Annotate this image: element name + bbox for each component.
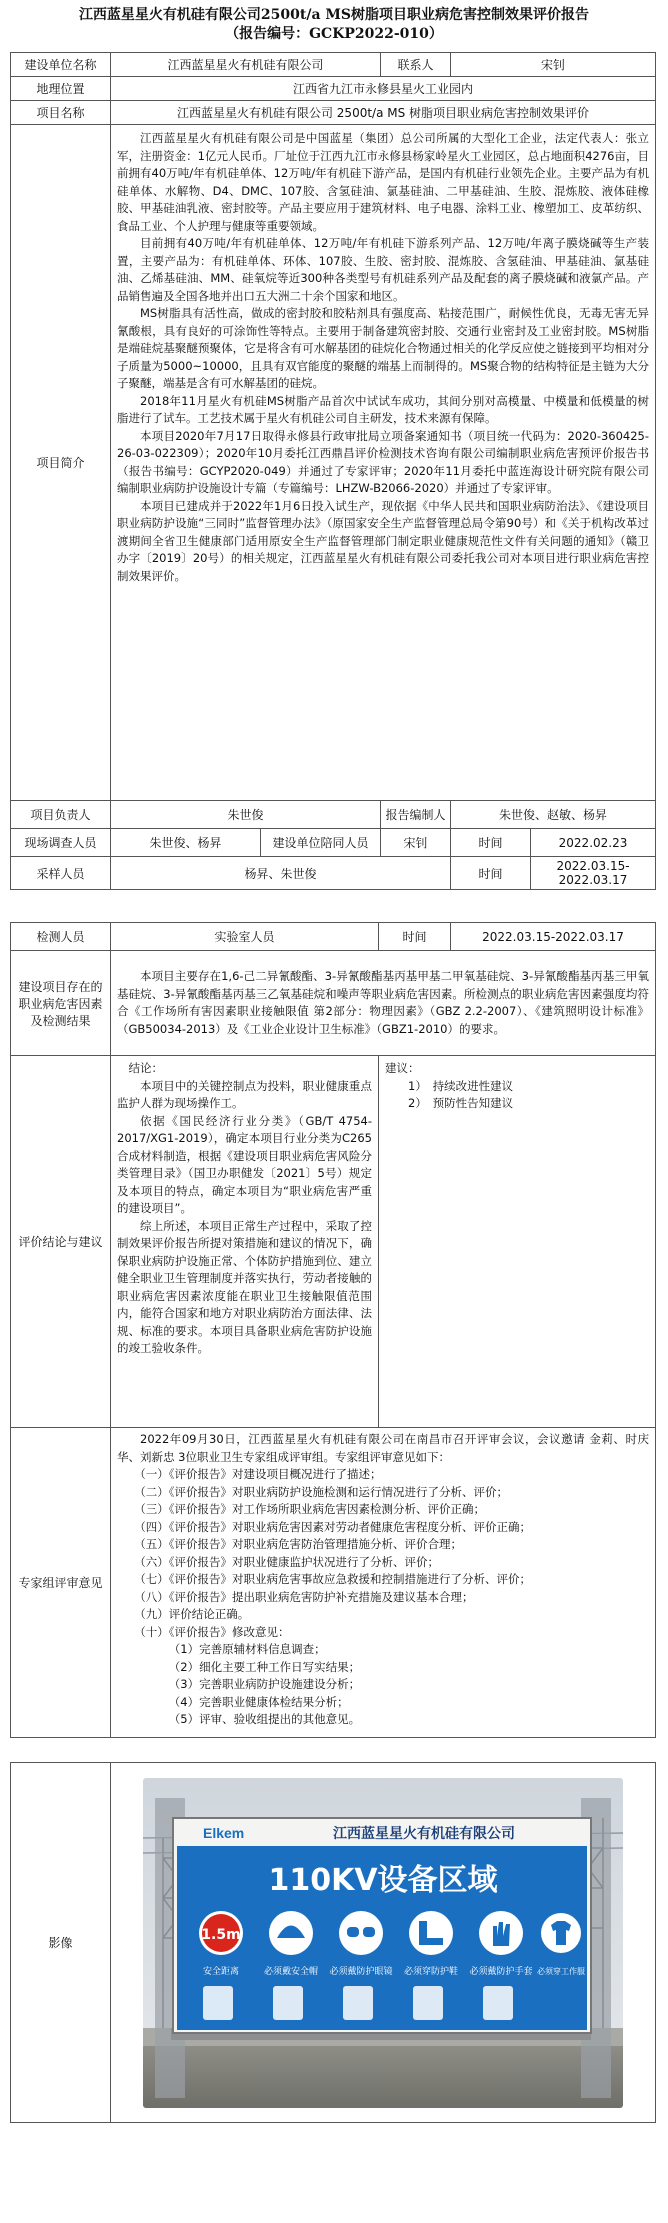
suggestion-heading: 建议： (385, 1061, 420, 1075)
sign-caption: 必须戴安全帽 (263, 1966, 319, 1977)
evaluation-table (10, 922, 656, 1738)
area-title: 110KV设备区域 (268, 1862, 498, 1898)
distance-badge: 1.5m (201, 1926, 241, 1943)
intro-paragraph: 2018年11月星火有机硅MS树脂产品首次中试试车成功，其间分别对高模量、中模量和低模量的树脂进行了试车。工艺技术属于星火有机硅公司自主研发，技术来源有保障。 (117, 393, 650, 425)
expert-item: （五）《评价报告》对职业病危害防治管理措施分析、评价合理； (134, 1537, 462, 1551)
hazards-body (111, 951, 656, 1056)
expert-item: （二）《评价报告》对职业病防护设施检测和运行情况进行了分析、评价； (134, 1484, 508, 1499)
intro-paragraph: MS树脂具有活性高，做成的密封胶和胶粘剂具有强度高、粘接范围广，耐候性优良，无毒无害无异氰酸根，具有良好的可涂饰性等特点。主要用于制备建筑密封胶、交通行业密封及工业密封胶。MS树脂是端硅烷基聚醚预聚体，它是将含有可水解基团的硅烷化合物通过相关的化学反应使之链接到平均相对分子质量为5000~10000，且具有双官能度的聚醚的端基上而制得的。MS聚合物的结构特征是主链为大分子聚醚，端基是含有可水解基团的硅烷。 (117, 306, 650, 390)
editor-label: 报告编制人 (381, 801, 451, 829)
sampler-value: 杨昇、朱世俊 (111, 857, 451, 890)
suggestion-item: 2） 预防性告知建议 (408, 1096, 514, 1110)
expert-item: （八）《评价报告》提出职业病危害防护补充措施及建议基本合理； (134, 1589, 474, 1604)
escort-label: 建设单位陪同人员 (261, 829, 381, 857)
hazards-text: 本项目主要存在1,6-己二异氰酸酯、3-异氰酸酯基丙基甲基二甲氧基硅烷、3-异氰酸酯基丙基三甲氧基硅烷、3-异氰酸酯基丙基三乙氧基硅烷和噪声等职业病危害因素。所检测点的职业病危害因素强度均符合《工作场所有害因素职业接触限值 第2部分：物理因素》（GBZ 2.2-2007）、《建筑照明设计标准》（GB50034-2013）及《工业企业设计卫生标准》（GBZ1-2010）的要求。 (117, 969, 649, 1036)
expert-item: （六）《评价报告》对职业健康监护状况进行了分析、评价； (134, 1554, 439, 1569)
company-sign-text: 江西蓝星星火有机硅有限公司 (333, 1825, 515, 1842)
hazards-label: 建设项目存在的职业病危害因素及检测结果 (11, 951, 111, 1056)
survey-time-label: 时间 (451, 829, 531, 857)
location-value: 江西省九江市永修县星火工业园内 (111, 77, 656, 101)
inspect-time-value: 2022.03.15-2022.03.17 (451, 923, 656, 951)
elkem-logo: Elkem (203, 1824, 245, 1841)
conclusion-cell (111, 1056, 379, 1428)
expert-item: （三）《评价报告》对工作场所职业病危害因素检测分析、评价正确； (134, 1502, 485, 1516)
image-label: 影像 (11, 1763, 111, 2123)
report-title-line1: 江西蓝星星火有机硅有限公司2500t/a MS树脂项目职业病危害控制效果评价报告 (78, 7, 590, 23)
inspect-time-label: 时间 (379, 923, 451, 951)
image-cell (111, 1763, 656, 2123)
sign-caption: 必须穿工作服 (537, 1966, 585, 1976)
sign-caption: 必须戴防护眼镜 (329, 1966, 393, 1977)
expert-intro: 2022年09月30日，江西蓝星星火有机硅有限公司在南昌市召开评审会议，会议邀请 金莉、时庆华、刘新忠 3位职业卫生专家组成评审组。专家组评审意见如下： (117, 1432, 649, 1464)
conclusion-paragraph: 本项目中的关键控制点为投料，职业健康重点监护人群为现场操作工。 (117, 1078, 372, 1110)
project-name-label: 项目名称 (11, 101, 111, 125)
contact-value: 宋钊 (451, 53, 656, 77)
contact-label: 联系人 (381, 53, 451, 77)
intro-paragraph: 本项目2020年7月17日取得永修县行政审批局立项备案通知书（项目统一代码为：2020-360425-26-03-022309）；2020年10月委托江西鼎昌评价检测技术咨询有限公司编制职业病危害预评价报告书（报告书编号：GCYP2020-049）并通过了专家评审；2020年11月委托中蓝连海设计研究院有限公司编制职业病防护设施设计专篇（专篇编号：LHZW-B2066-2020）并通过了专家评审。 (117, 428, 650, 495)
editor-value: 朱世俊、赵敏、杨昇 (451, 801, 656, 829)
expert-item: （一）《评价报告》对建设项目概况进行了描述； (134, 1467, 382, 1481)
expert-subitem: （4）完善职业健康体检结果分析； (168, 1694, 349, 1709)
unit-value: 江西蓝星星火有机硅有限公司 (111, 53, 381, 77)
leader-label: 项目负责人 (11, 801, 111, 829)
report-title (0, 0, 668, 44)
intro-paragraph: 本项目已建成并于2022年1月6日投入试生产，现依据《中华人民共和国职业病防治法》、《建设项目职业病防护设施“三同时”监督管理办法》（原国家安全生产监督管理总局令第90号）和《关于机构改革过渡期间全省卫生健康部门适用原安全生产监督管理部门制定职业健康规范性文件有关问题的通知》（赣卫办字〔2019〕20号）的相关规定，江西蓝星星火有机硅有限公司委托我公司对本项目进行职业病危害控制效果评价。 (117, 498, 650, 583)
sample-time-value: 2022.03.15-2022.03.17 (531, 857, 656, 890)
expert-opinion-body (111, 1428, 656, 1738)
sampler-label: 采样人员 (11, 857, 111, 890)
expert-subitem: （1）完善原辅材料信息调查； (168, 1642, 326, 1656)
expert-item: （九）评价结论正确。 (134, 1607, 250, 1621)
suggestion-item: 1） 持续改进性建议 (408, 1078, 514, 1093)
expert-item: （十）《评价报告》修改意见： (134, 1624, 290, 1639)
inspector-label: 检测人员 (11, 923, 111, 951)
site-photo-svg (143, 1778, 623, 2108)
inspector-value: 实验室人员 (111, 923, 379, 951)
project-name-value: 江西蓝星星火有机硅有限公司 2500t/a MS 树脂项目职业病危害控制效果评价 (111, 101, 656, 125)
goggles-icon (347, 1927, 359, 1937)
ground (143, 2043, 623, 2108)
image-table (10, 1762, 656, 2123)
conclusion-paragraph: 综上所述，本项目正常生产过程中，采取了控制效果评价报告所提对策措施和建议的情况下，确保职业病防护设施正常、个体防护措施到位、建立健全职业卫生管理制度并落实执行，劳动者接触的职业病危害因素浓度能在职业卫生接触限值范围内，能符合国家和地方对职业病防治方面法律、法规、标准的要求。本项目具备职业病危害防护设施的竣工验收条件。 (117, 1218, 372, 1355)
project-info-table (10, 52, 656, 890)
evaluation-label: 评价结论与建议 (11, 1056, 111, 1428)
expert-item: （四）《评价报告》对职业病危害因素对劳动者健康危害程度分析、评价正确； (134, 1519, 531, 1534)
survey-time-value: 2022.02.23 (531, 829, 656, 857)
expert-subitem: （5）评审、验收组提出的其他意见。 (168, 1712, 361, 1726)
sign-caption: 安全距离 (202, 1966, 240, 1977)
unit-label: 建设单位名称 (11, 53, 111, 77)
survey-staff-value: 朱世俊、杨昇 (111, 829, 261, 857)
sample-time-label: 时间 (451, 857, 531, 890)
intro-paragraph: 江西蓝星星火有机硅有限公司是中国蓝星（集团）总公司所属的大型化工企业，法定代表人：张立军，注册资金：1亿元人民币。厂址位于江西九江市永修县杨家岭星火工业园区，总占地面积4276亩，目前拥有40万吨/年有机硅单体、12万吨/年有机硅下游产品，是国内有机硅行业领先企业。主要产品为有机硅单体、水解物、D4、DMC、107胶、含氢硅油、氯基硅油、二甲基硅油、生胶、混炼胶、液体硅橡胶、甲基硅油乳液、密封胶等。产品主要应用于建筑材料、电子电器、涂料工业、橡塑加工、皮革纺织、食品工业、个人护理与健康等重要领域。 (117, 131, 650, 233)
sign-caption: 必须戴防护手套 (469, 1966, 533, 1977)
suggestion-cell (379, 1056, 656, 1428)
expert-opinion-label: 专家组评审意见 (11, 1428, 111, 1738)
leader-value: 朱世俊 (111, 801, 381, 829)
distance-sign (199, 1911, 243, 1977)
location-label: 地理位置 (11, 77, 111, 101)
conclusion-heading: 结论： (128, 1061, 163, 1075)
site-photo (143, 1778, 623, 2108)
expert-item: （七）《评价报告》对职业病危害事故应急救援和控制措施进行了分析、评价； (134, 1572, 531, 1586)
project-intro-body (111, 125, 656, 801)
intro-paragraph: 目前拥有40万吨/年有机硅单体、12万吨/年有机硅下游系列产品、12万吨/年离子膜烧碱等生产装置，主要产品为：有机硅单体、环体、107胶、生胶、密封胶、混炼胶、含氢硅油、甲基硅油、氯基硅油、乙烯基硅油、MM、硅氧烷等近300种各类型号有机硅系列产品及配套的离子膜烧碱和液氯产品。产品销售遍及全国各地并出口五大洲二十余个国家和地区。 (117, 236, 650, 303)
project-intro-label: 项目简介 (11, 125, 111, 801)
sign-caption: 必须穿防护鞋 (403, 1966, 459, 1977)
conclusion-paragraph: 依据《国民经济行业分类》（GB/T 4754-2017/XG1-2019），确定本项目行业分类为C265合成材料制造，根据《建设项目职业病危害风险分类管理目录》（国卫办职健发〔2021〕5号）规定及本项目的特点，确定本项目为“职业病危害严重的建设项目”。 (117, 1113, 372, 1215)
survey-staff-label: 现场调查人员 (11, 829, 111, 857)
expert-subitem: （3）完善职业病防护设施建设分析； (168, 1677, 361, 1691)
escort-value: 宋钊 (381, 829, 451, 857)
report-number: （报告编号：GCKP2022-010） (225, 26, 443, 42)
expert-subitem: （2）细化主要工种工作日写实结果； (168, 1659, 361, 1674)
